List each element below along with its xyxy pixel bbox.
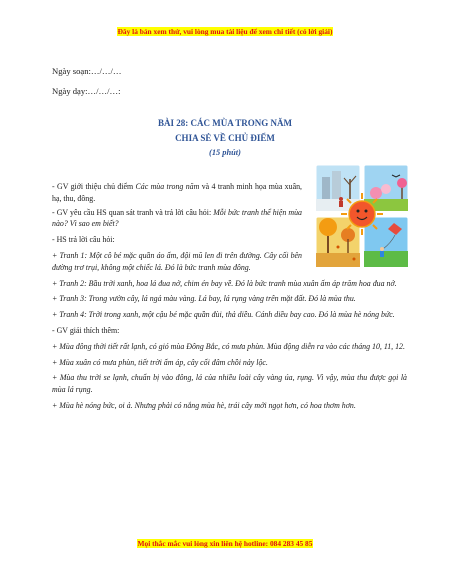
- lesson-content: [52, 181, 407, 412]
- answer-item: + Tranh 3: Trong vườn cây, lá ngả màu vàng. Lá bay, lá rụng vàng trên mặt đất. Đó là mùa thu.: [52, 294, 356, 304]
- question-paragraph: [52, 207, 302, 231]
- explanation-item: + Mùa thu trời se lạnh, chuẩn bị vào đông, lá của nhiều loài cây vàng úa, rụng. Vì vậy, mùa thu được gọi là mùa lá rụng.: [52, 373, 407, 395]
- question-intro: - GV yêu cầu HS quan sát tranh và trả lời câu hỏi:: [52, 207, 214, 217]
- explanation-item: + Mùa hè nóng bức, oi ả. Nhưng phải có nắng mùa hè, trái cây mới ngọt hơn, có hoa thơm hơn.: [52, 400, 356, 410]
- hotline-text: Mọi thắc mắc vui lòng xin liên hệ hotline: 084 283 45 85: [137, 539, 313, 548]
- intro-paragraph: [52, 181, 302, 205]
- explanation-item: + Mùa xuân có mưa phùn, tiết trời ấm áp, cây cối đâm chồi nảy lộc.: [52, 357, 268, 367]
- date-prepared: Ngày soạn:…/…/…: [52, 66, 122, 76]
- lesson-duration: (15 phút): [209, 148, 241, 157]
- question-text: Mỗi bức tranh thể hiện mùa nào? Vì sao em biết?: [52, 207, 302, 229]
- intro-text: - GV giới thiệu chủ điểm: [52, 182, 136, 191]
- gv-explain-heading: - GV giải thích thêm:: [52, 325, 120, 335]
- lesson-title: BÀI 28: CÁC MÙA TRONG NĂM: [157, 118, 293, 128]
- lesson-subtitle: CHIA SẺ VỀ CHỦ ĐIỂM: [175, 133, 275, 143]
- hs-answer-heading: - HS trả lời câu hỏi:: [52, 235, 115, 245]
- date-taught: Ngày dạy:…/…/…:: [52, 86, 121, 96]
- preview-notice-banner: [0, 27, 450, 36]
- intro-text-end: và 4 tranh minh họa mùa xuân, hạ, thu, đông.: [52, 182, 302, 203]
- topic-name: Các mùa trong năm: [135, 182, 200, 191]
- answer-item: + Tranh 1: Một cô bé mặc quần áo ấm, đội mũ len đi trên đường. Cây cối bên đường trơ trụi, không một chiếc lá. Đó là bức tranh mùa đông.: [52, 250, 302, 272]
- hotline-banner: [0, 539, 450, 548]
- explanation-item: + Mùa đông thời tiết rất lạnh, có gió mùa Đông Bắc, có mưa phùn. Mùa động diễn ra vào các tháng 10, 11, 12.: [52, 341, 405, 351]
- preview-notice-text: Đây là bản xem thử, vui lòng mua tài liệu để xem chi tiết (có lời giải): [117, 27, 333, 36]
- answer-item: + Tranh 4: Trời trong xanh, một cậu bé mặc quần đùi, thả diều. Cánh diều bay cao. Đó là mùa hè nóng bức.: [52, 310, 395, 320]
- answer-item: + Tranh 2: Bầu trời xanh, hoa lá đua nở, chim én bay về. Đó là bức tranh mùa xuân ấm áp trăm hoa đua nở.: [52, 278, 397, 288]
